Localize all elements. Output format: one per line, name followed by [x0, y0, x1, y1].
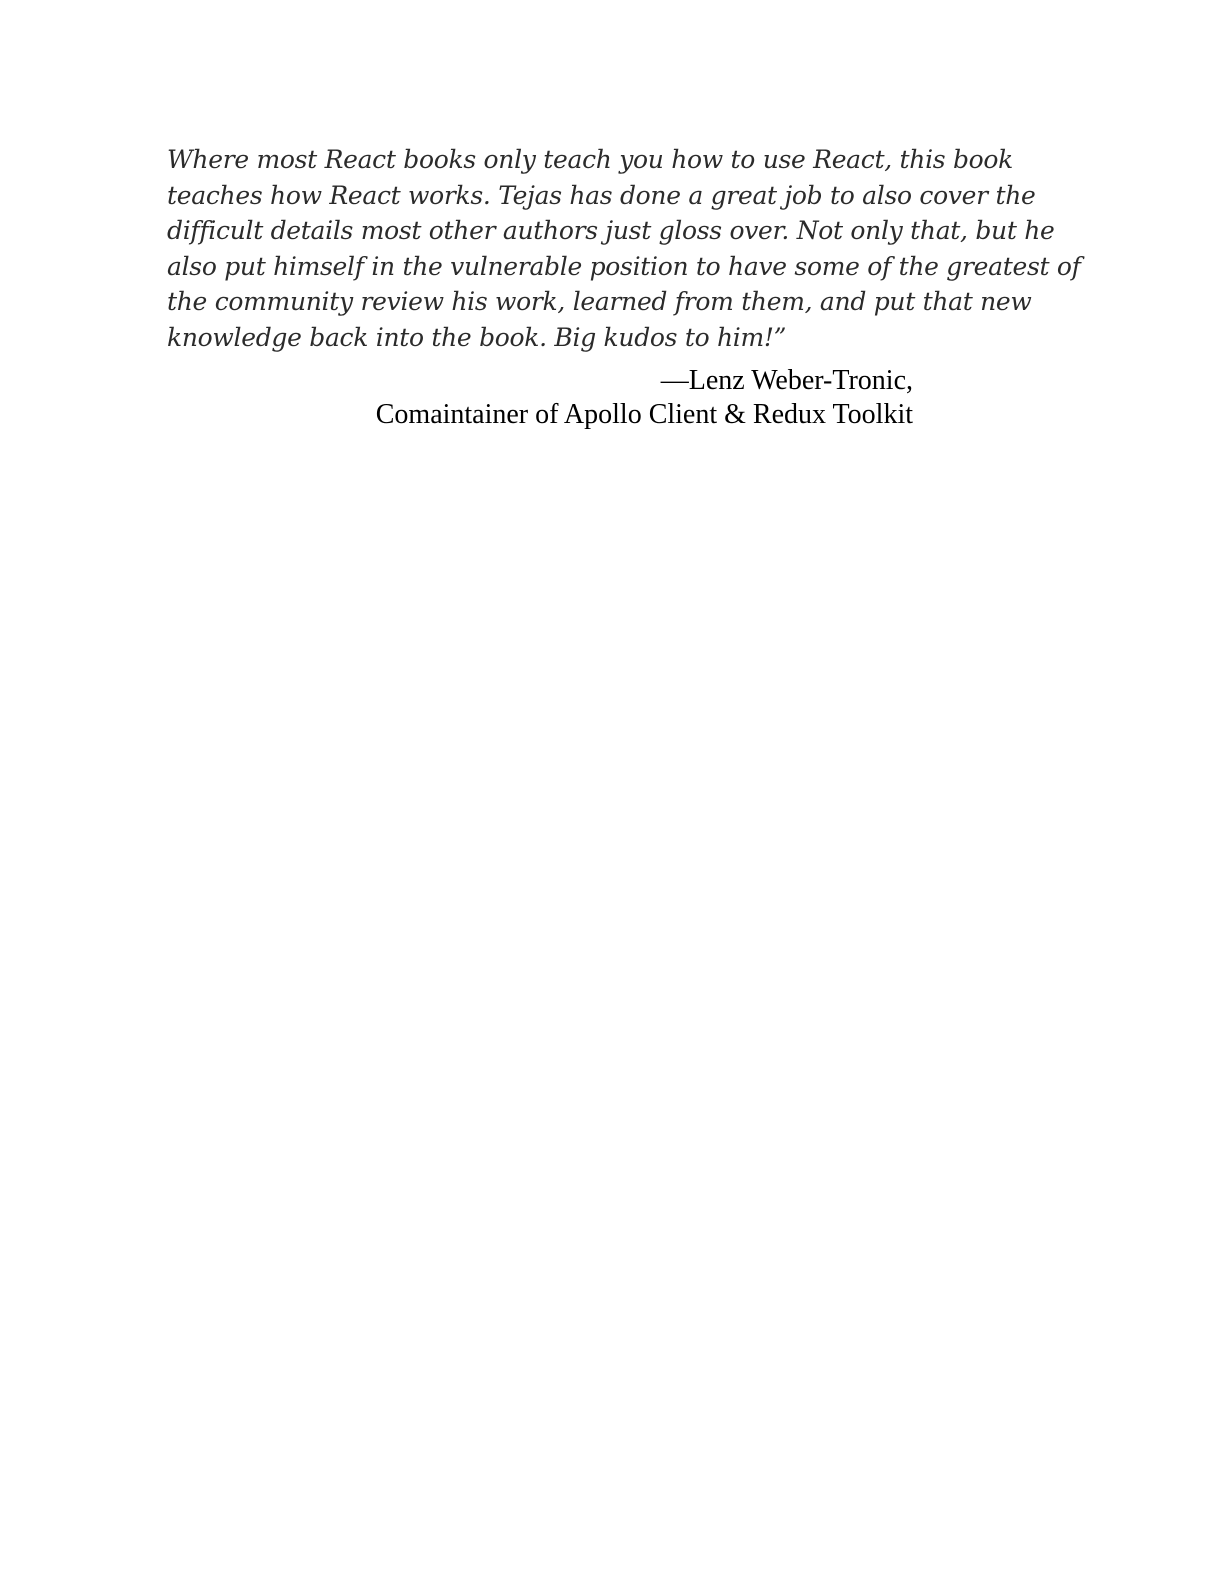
attribution-name: —Lenz Weber-Tronic,	[660, 365, 913, 396]
quote-line: knowledge back into the book. Big kudos to him!”	[167, 322, 787, 352]
quote-attribution	[376, 364, 913, 432]
endorsement-quote	[167, 142, 1081, 356]
quote-line: Where most React books only teach you how to use React, this book	[167, 145, 1014, 174]
quote-line: teaches how React works. Tejas has done a great job to also cover the	[167, 180, 1036, 210]
quote-line: the community review his work, learned from them, and put that new	[167, 287, 1032, 317]
quote-line: also put himself in the vulnerable position to have some of the greatest of	[167, 251, 1081, 281]
quote-line: difficult details most other authors just gloss over. Not only that, but he	[167, 216, 1055, 246]
attribution-role: Comaintainer of Apollo Client & Redux Toolkit	[375, 399, 913, 430]
